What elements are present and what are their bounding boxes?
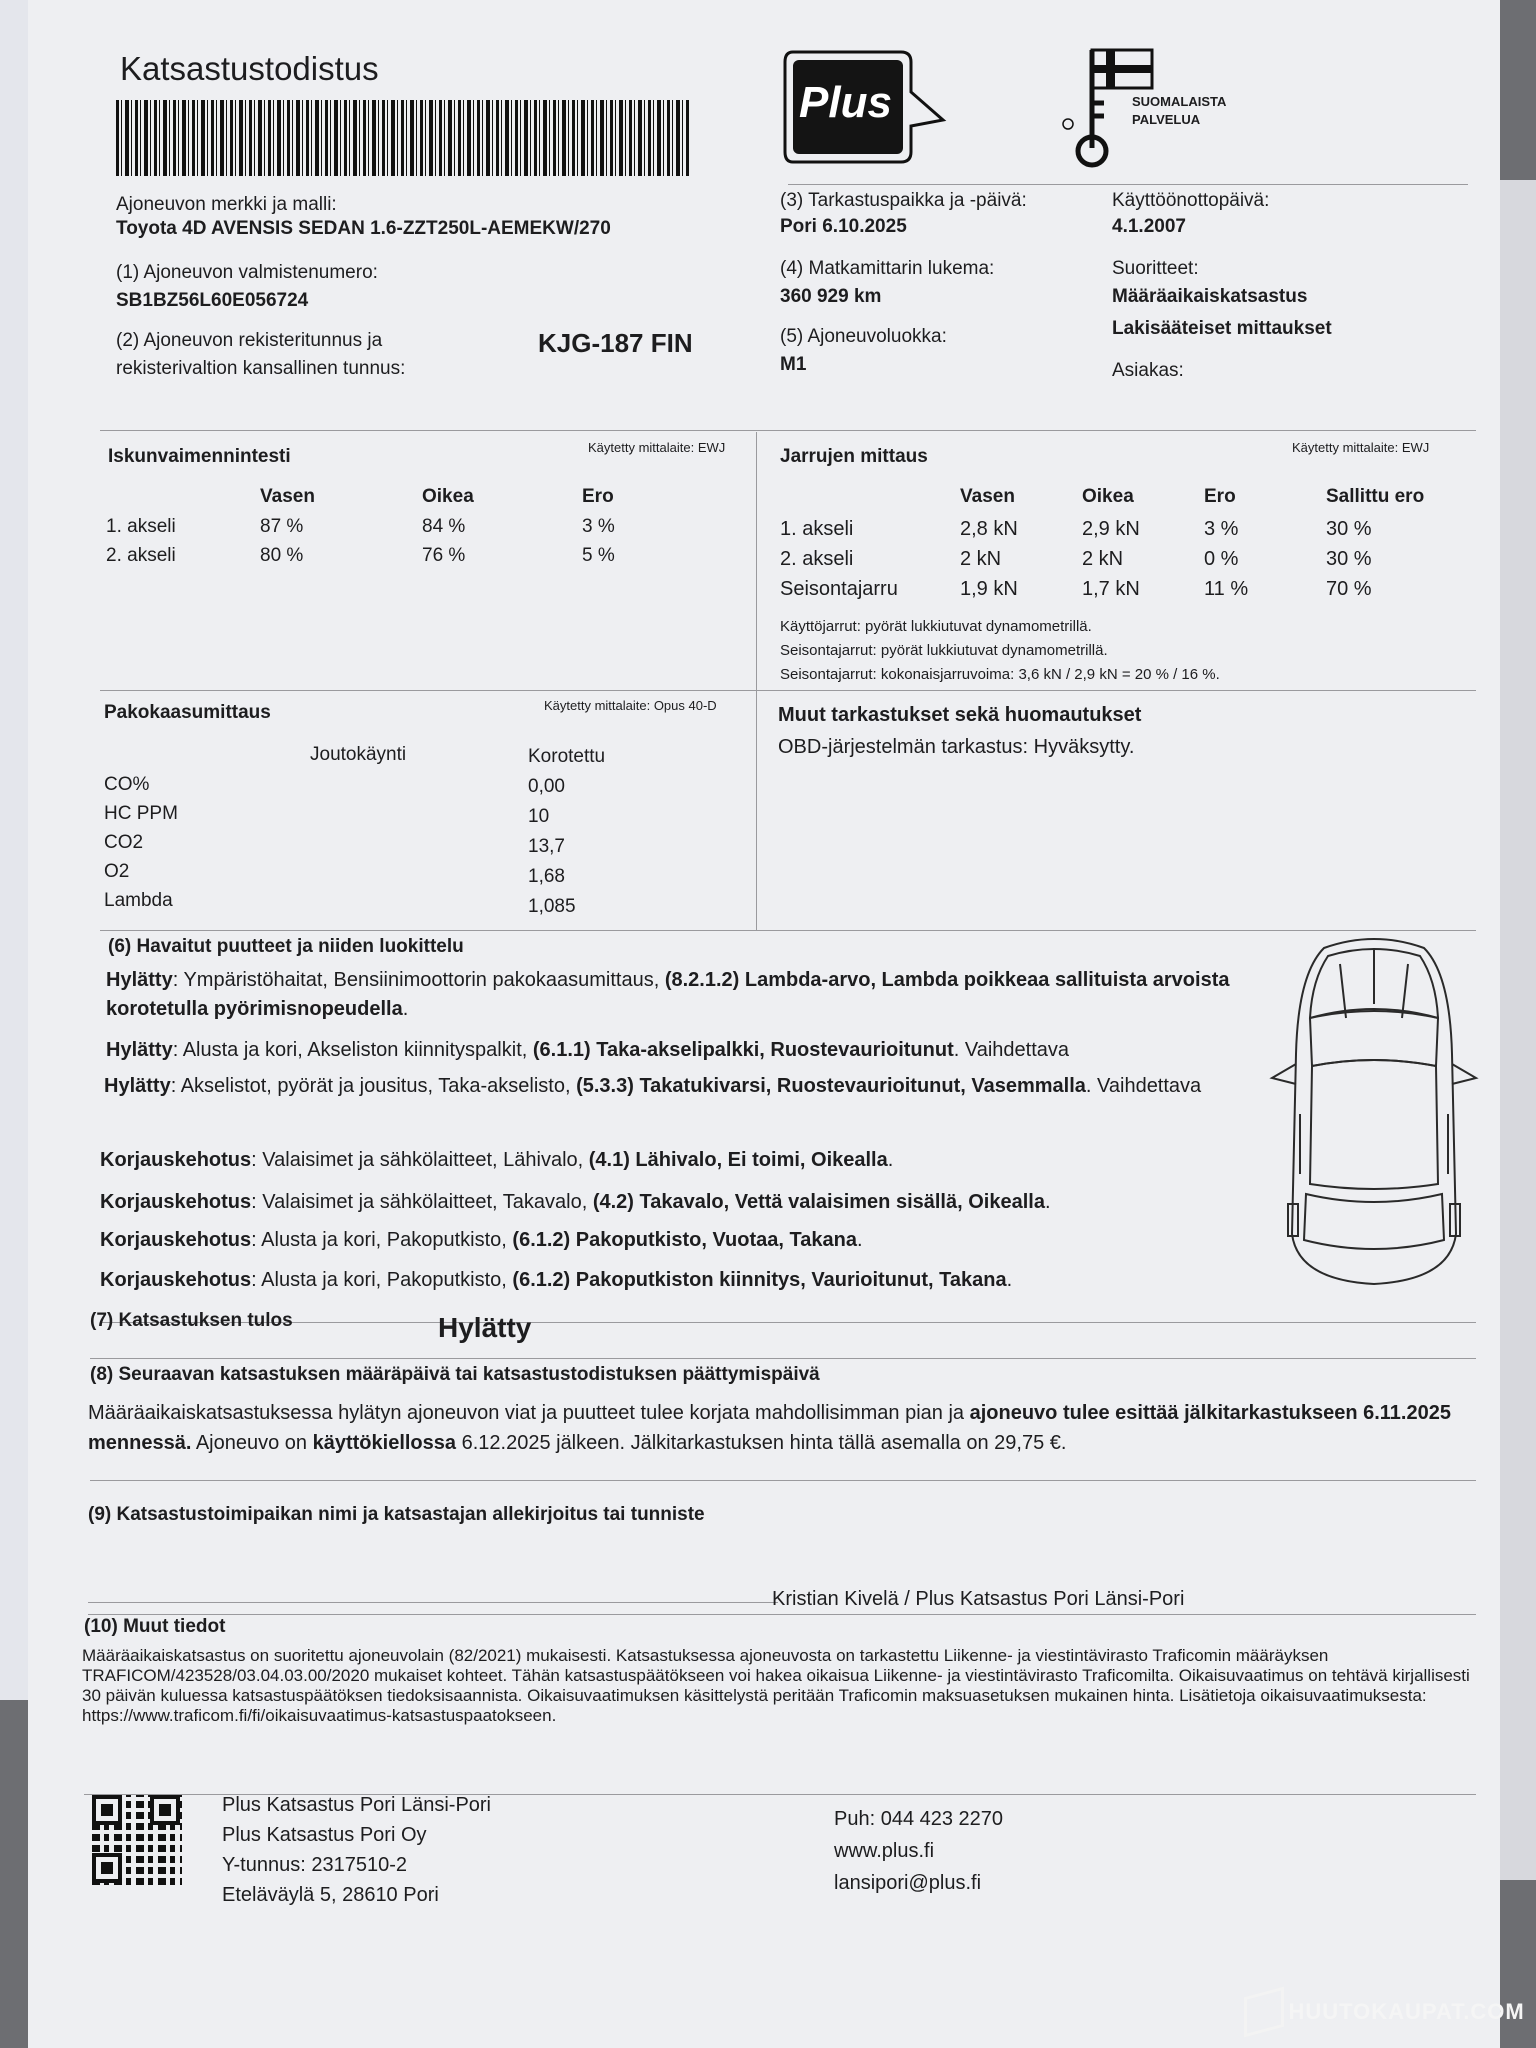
qr-finder [92, 1853, 122, 1883]
defect-code: (4.2) Takavalo, Vettä valaisimen sisällä, Oikealla [592, 1191, 1045, 1213]
exhaust-row-value: 10 [528, 806, 550, 827]
make-model-label: Ajoneuvon merkki ja malli: [116, 194, 337, 215]
defect-tag: Korjauskehotus [100, 1229, 252, 1251]
brakes-row-value: 3 % [1204, 518, 1239, 540]
defect-tail: . [856, 1229, 863, 1251]
company-line: Eteläväylä 5, 28610 Pori [222, 1884, 439, 1906]
defect-text: : Akselistot, pyörät ja jousitus, Taka-akselisto, [170, 1075, 577, 1097]
next-text-bold-1: ajoneuvo tulee esittää jälkitarkastukseen 6.11.2025 mennessä. [88, 1402, 1451, 1454]
contact-web[interactable]: www.plus.fi [834, 1840, 935, 1862]
brakes-header-diff: Ero [1204, 486, 1236, 507]
exhaust-row-value: 1,085 [528, 896, 576, 917]
defect-tag: Korjauskehotus [100, 1149, 252, 1171]
place-date: Pori 6.10.2025 [780, 216, 907, 237]
performed-1: Määräaikaiskatsastus [1112, 286, 1308, 307]
commissioning-date: 4.1.2007 [1112, 216, 1186, 237]
next-inspection-title: (8) Seuraavan katsastuksen määräpäivä tai katsastustodistuksen päättymispäivä [90, 1364, 820, 1385]
defect-text: : Alusta ja kori, Akseliston kiinnityspalkit, [172, 1039, 533, 1061]
defect-tag: Hylätty [106, 969, 173, 991]
defect-item [100, 1146, 1300, 1175]
exhaust-row-label: O2 [104, 861, 130, 882]
other-info-text: Määräaikaiskatsastus on suoritettu ajoneuvolain (82/2021) mukaisesti. Katsastuksessa ajoneuvosta on tarkastettu Liikenne- ja viestintävirasto Traficomin määräyksen TRAFICOM/423528/03.04.03.00/2020 mukaiset kohteet. Tähän katsastuspäätökseen voi hakea oikaisua Liikenne- ja viestintävirasto Traficomilta. Oikaisuvaatimus on tehtävä kirjallisesti 30 päivän kuluessa katsastuspäätöksen tiedoksisaannista. Oikaisuvaatimuksen käsittelystä peritään Traficomin maksuasetuksen mukainen hinta. Lisätietoja oikaisuvaatimuksesta: https://www.traficom.fi/fi/oikaisuvaatimus-katsastuspaatokseen. [82, 1646, 1470, 1725]
company-line: Plus Katsastus Pori Oy [222, 1824, 427, 1846]
shock-header-right: Oikea [422, 486, 474, 507]
next-text-2: Ajoneuvo on [191, 1432, 313, 1454]
brakes-row-label: 2. akseli [780, 548, 854, 570]
brakes-row-value: 2,8 kN [960, 518, 1018, 540]
brakes-row-label: 1. akseli [780, 518, 854, 540]
vehicle-class-label: (5) Ajoneuvoluokka: [780, 326, 947, 347]
defect-item [100, 1266, 1300, 1295]
defect-code: (5.3.3) Takatukivarsi, Ruostevaurioitunut, Vasemmalla [576, 1075, 1086, 1097]
qr-code [92, 1795, 182, 1885]
divider [90, 1480, 1476, 1481]
defect-tag: Hylätty [106, 1039, 173, 1061]
car-diagram [1266, 934, 1482, 1296]
defect-code: (8.2.1.2) Lambda-arvo, Lambda poikkeaa sallituista arvoista korotetulla pyörimisnopeudella [106, 969, 1230, 1020]
next-text-bold-2: käyttökiellossa [312, 1432, 457, 1454]
plus-logo-text: Plus [799, 78, 892, 127]
divider [100, 690, 1476, 691]
defect-text: : Alusta ja kori, Pakoputkisto, [251, 1269, 513, 1291]
exhaust-row-label: CO% [104, 774, 150, 795]
company-line: Plus Katsastus Pori Länsi-Pori [222, 1794, 492, 1816]
performed-2: Lakisääteiset mittaukset [1112, 318, 1332, 339]
defect-tail: . [402, 998, 409, 1020]
company-line: Y-tunnus: 2317510-2 [222, 1854, 407, 1876]
signature-line [88, 1602, 778, 1603]
inspection-certificate [28, 0, 1500, 2048]
next-text-1: Määräaikaiskatsastuksessa hylätyn ajoneuvon viat ja puutteet tulee korjata mahdollisimman pian ja [88, 1402, 970, 1424]
contact-phone: Puh: 044 423 2270 [834, 1808, 1004, 1830]
divider [788, 184, 1468, 185]
shock-row-value: 5 % [582, 545, 615, 566]
shock-header-diff: Ero [582, 486, 614, 507]
watermark-logo-icon [1244, 1987, 1284, 2038]
performed-label: Suoritteet: [1112, 258, 1199, 279]
defect-tail: . Vaihdettava [1085, 1075, 1202, 1097]
exhaust-header-idle: Joutokäynti [310, 744, 407, 765]
vin-label: (1) Ajoneuvon valmistenumero: [116, 262, 378, 283]
exhaust-device: Käytetty mittalaite: Opus 40-D [544, 698, 717, 713]
exhaust-header-raised: Korotettu [528, 746, 606, 767]
defect-code: (6.1.2) Pakoputkiston kiinnitys, Vaurioitunut, Takana [512, 1269, 1007, 1291]
defect-item [100, 1188, 1300, 1217]
other-info-title: (10) Muut tiedot [84, 1616, 226, 1637]
brakes-header-right: Oikea [1082, 486, 1134, 507]
inspector-name: Kristian Kivelä / Plus Katsastus Pori Länsi-Pori [772, 1588, 1185, 1610]
divider [100, 1322, 1476, 1323]
qr-finder [150, 1795, 180, 1825]
odometer: 360 929 km [780, 286, 882, 307]
exhaust-row-label: CO2 [104, 832, 144, 853]
brakes-row-label: Seisontajarru [780, 578, 898, 600]
defect-item [100, 1226, 1300, 1255]
shock-row-label: 1. akseli [106, 516, 176, 537]
brakes-row-value: 30 % [1326, 548, 1372, 570]
brakes-header-allowed: Sallittu ero [1326, 486, 1425, 507]
result-label: (7) Katsastuksen tulos [90, 1310, 293, 1331]
exhaust-row-label: Lambda [104, 890, 173, 911]
divider [100, 930, 1476, 931]
defect-tail: . [887, 1149, 894, 1171]
badge-line-2: PALVELUA [1132, 112, 1201, 127]
defect-code: (6.1.2) Pakoputkisto, Vuotaa, Takana [512, 1229, 857, 1251]
defect-tag: Korjauskehotus [100, 1191, 252, 1213]
other-checks-title: Muut tarkastukset sekä huomautukset [778, 704, 1142, 726]
brakes-row-value: 11 % [1204, 578, 1249, 600]
defect-text: : Alusta ja kori, Pakoputkisto, [251, 1229, 513, 1251]
divider [90, 1358, 1476, 1359]
defect-code: (4.1) Lähivalo, Ei toimi, Oikealla [588, 1149, 888, 1171]
defect-text: : Valaisimet ja sähkölaitteet, Lähivalo, [251, 1149, 589, 1171]
badge-line-1: SUOMALAISTA [1132, 94, 1227, 109]
brakes-row-value: 70 % [1326, 578, 1372, 600]
vehicle-class: M1 [780, 354, 807, 375]
exhaust-row-value: 0,00 [528, 776, 565, 797]
shock-header-left: Vasen [260, 486, 315, 507]
defect-tag: Hylätty [104, 1075, 171, 1097]
reg-label-2: rekisterivaltion kansallinen tunnus: [116, 358, 406, 379]
shock-row-value: 84 % [422, 516, 466, 537]
brakes-row-value: 0 % [1204, 548, 1239, 570]
make-model: Toyota 4D AVENSIS SEDAN 1.6-ZZT250L-AEMEKW/270 [116, 218, 611, 239]
brakes-row-value: 2 kN [960, 548, 1002, 570]
defect-code: (6.1.1) Taka-akselipalkki, Ruostevaurioitunut [532, 1039, 954, 1061]
brakes-row-value: 2,9 kN [1082, 518, 1140, 540]
exhaust-row-label: HC PPM [104, 803, 178, 824]
brakes-note: Seisontajarrut: kokonaisjarruvoima: 3,6 kN / 2,9 kN = 20 % / 16 %. [780, 666, 1220, 683]
defect-tail: . [1006, 1269, 1013, 1291]
brakes-note: Seisontajarrut: pyörät lukkiutuvat dynamometrillä. [780, 642, 1108, 659]
qr-finder [92, 1795, 122, 1825]
defect-tail: . [1044, 1191, 1051, 1213]
divider [756, 432, 757, 930]
watermark-text: HUUTOKAUPAT.COM [1288, 1999, 1525, 2024]
brakes-row-value: 1,9 kN [960, 578, 1018, 600]
defect-item [106, 1036, 1286, 1065]
brakes-note: Käyttöjarrut: pyörät lukkiutuvat dynamometrillä. [780, 618, 1092, 635]
vin: SB1BZ56L60E056724 [116, 290, 309, 311]
shock-row-value: 87 % [260, 516, 304, 537]
finnish-service-badge [1062, 48, 1227, 168]
defect-item [106, 966, 1286, 1024]
defect-item [104, 1072, 1224, 1101]
exhaust-row-value: 13,7 [528, 836, 565, 857]
document-title: Katsastustodistus [120, 50, 379, 87]
brakes-device: Käytetty mittalaite: EWJ [1292, 440, 1430, 455]
shock-device: Käytetty mittalaite: EWJ [588, 440, 726, 455]
shock-row-value: 76 % [422, 545, 466, 566]
plus-logo [783, 48, 951, 166]
defect-tag: Korjauskehotus [100, 1269, 252, 1291]
signature-title: (9) Katsastustoimipaikan nimi ja katsastajan allekirjoitus tai tunniste [88, 1504, 705, 1525]
brakes-row-value: 30 % [1326, 518, 1372, 540]
shock-row-value: 80 % [260, 545, 304, 566]
contact-email[interactable]: lansipori@plus.fi [834, 1872, 982, 1894]
registration-number: KJG-187 FIN [538, 328, 693, 358]
brakes-row-value: 1,7 kN [1082, 578, 1140, 600]
shock-title: Iskunvaimennintesti [108, 446, 291, 467]
place-date-label: (3) Tarkastuspaikka ja -päivä: [780, 190, 1027, 211]
next-inspection-text [88, 1398, 1464, 1458]
defect-text: : Valaisimet ja sähkölaitteet, Takavalo, [251, 1191, 593, 1213]
brakes-row-value: 2 kN [1082, 548, 1124, 570]
odometer-label: (4) Matkamittarin lukema: [780, 258, 995, 279]
next-text-3: 6.12.2025 jälkeen. Jälkitarkastuksen hinta tällä asemalla on 29,75 €. [456, 1432, 1067, 1454]
watermark [1244, 1992, 1525, 2032]
defect-text: : Ympäristöhaitat, Bensiinimoottorin pakokaasumittaus, [172, 969, 665, 991]
divider [100, 430, 1476, 431]
defect-tail: . Vaihdettava [953, 1039, 1069, 1061]
barcode [116, 100, 691, 176]
result-value: Hylätty [438, 1312, 532, 1343]
divider [88, 1614, 1476, 1615]
brakes-header-left: Vasen [960, 486, 1015, 507]
brakes-title: Jarrujen mittaus [780, 446, 928, 467]
commissioning-label: Käyttöönottopäivä: [1112, 190, 1270, 211]
exhaust-title: Pakokaasumittaus [104, 702, 271, 723]
exhaust-row-value: 1,68 [528, 866, 565, 887]
reg-label-1: (2) Ajoneuvon rekisteritunnus ja [116, 330, 383, 351]
defects-title: (6) Havaitut puutteet ja niiden luokittelu [108, 936, 464, 957]
other-checks-text: OBD-järjestelmän tarkastus: Hyväksytty. [778, 736, 1135, 758]
shock-row-value: 3 % [582, 516, 615, 537]
shock-row-label: 2. akseli [106, 545, 176, 566]
customer-label: Asiakas: [1112, 360, 1184, 381]
